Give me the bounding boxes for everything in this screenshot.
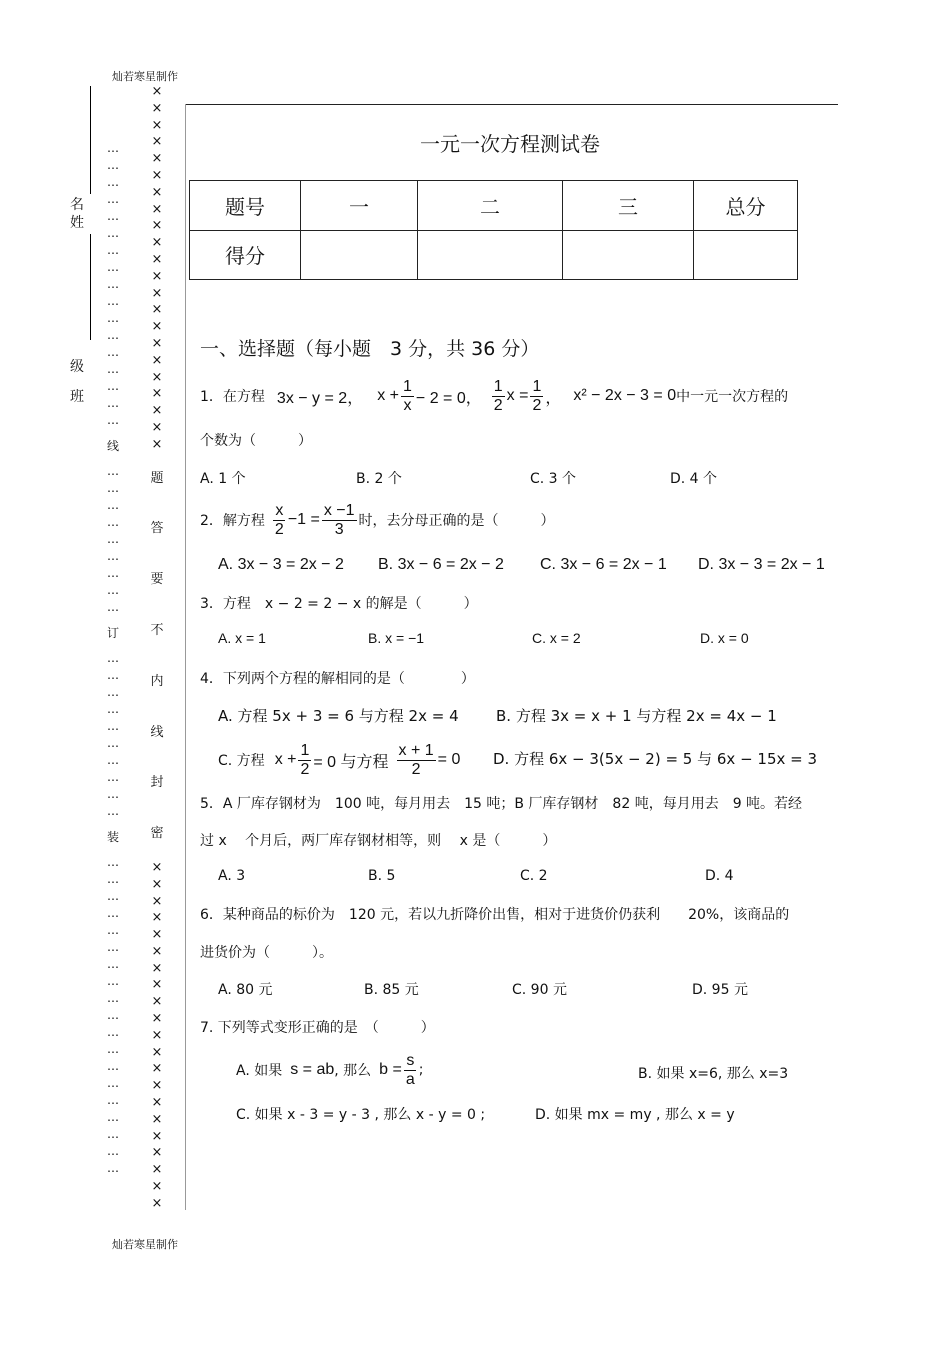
cross-mark: × — [151, 268, 163, 284]
q6-option-d[interactable]: D. 95 元 — [692, 982, 748, 998]
dot-mark: … — [107, 1042, 119, 1056]
cross-mark: × — [151, 235, 163, 251]
seal-char: 订 — [106, 626, 119, 640]
dot-mark: … — [107, 362, 119, 376]
dot-mark: … — [107, 464, 119, 478]
score-table-score-row — [190, 230, 798, 280]
dot-mark: … — [107, 294, 119, 308]
dot-mark: … — [107, 1025, 119, 1039]
dot-mark: … — [107, 1059, 119, 1073]
cross-mark: × — [151, 386, 163, 402]
score-table-header-row — [190, 181, 798, 231]
dot-mark: … — [107, 804, 119, 818]
cross-mark: × — [151, 893, 163, 909]
q1-fraction: $\frac{1}{x}$ — [403, 377, 412, 414]
q1-fraction: $\frac{1}{2}$ — [532, 377, 542, 414]
dot-mark: … — [107, 787, 119, 801]
notice-char: 封 — [150, 775, 164, 791]
section-heading: 一、选择题（每小题 3 分，共 36 分） — [200, 338, 540, 360]
notice-char: 要 — [150, 572, 164, 588]
dot-mark: … — [107, 532, 119, 546]
dot-mark: … — [107, 413, 119, 427]
question-6-line1: 6．某种商品的标价为 120 元，若以九折降价出售，相对于进货价仍获利 20%，该商品的 — [200, 907, 790, 923]
dot-mark: … — [107, 1110, 119, 1124]
score-header-cell: 二 — [418, 181, 563, 231]
dot-mark: … — [107, 906, 119, 920]
q1-option-b[interactable]: B. 2 个 — [356, 471, 402, 487]
q2-option-b[interactable]: B. 3x − 6 = 2x − 2 — [378, 556, 504, 573]
q3-option-b[interactable]: B. x = −1 — [368, 630, 425, 646]
dot-mark: … — [107, 685, 119, 699]
dot-mark: … — [107, 1161, 119, 1175]
cross-mark: × — [151, 1162, 163, 1178]
cross-mark: × — [151, 285, 163, 301]
q1-fraction: $\frac{1}{2}$ — [493, 377, 503, 414]
dot-mark: … — [107, 311, 119, 325]
q4-option-b[interactable]: B. 方程 3x = x + 1 与方程 2x = 4x − 1 — [496, 707, 777, 725]
dot-mark: … — [107, 702, 119, 716]
dot-mark: … — [107, 668, 119, 682]
class-label: 级 班 — [70, 359, 84, 405]
cross-mark: × — [151, 1095, 163, 1111]
dot-mark: … — [107, 549, 119, 563]
score-cell[interactable] — [694, 230, 798, 280]
q1-eq3b: ， — [545, 389, 562, 407]
dot-mark: … — [107, 396, 119, 410]
question-2 — [200, 500, 555, 540]
question-5-line2: 过 x 个月后，两厂库存钢材相等，则 x 是（ ） — [200, 833, 557, 849]
cross-mark: × — [151, 927, 163, 943]
dot-mark: … — [107, 175, 119, 189]
header-rule — [186, 104, 838, 105]
dot-mark: … — [107, 923, 119, 937]
q7-option-d[interactable]: D. 如果 mx = my , 那么 x = y — [535, 1107, 735, 1123]
q3-option-a[interactable]: A. x = 1 — [218, 630, 266, 646]
dot-mark: … — [107, 1093, 119, 1107]
cross-mark: × — [151, 403, 163, 419]
cross-mark: × — [151, 1027, 163, 1043]
notice-char: 内 — [150, 673, 164, 689]
cross-mark: × — [151, 201, 163, 217]
dot-mark: … — [107, 379, 119, 393]
q3-option-d[interactable]: D. x = 0 — [700, 630, 749, 646]
score-header-cell: 题号 — [190, 181, 301, 231]
q2-suffix: 时，去分母正确的是（ ） — [358, 513, 555, 529]
question-1 — [200, 376, 788, 416]
dot-mark: … — [107, 209, 119, 223]
cross-mark: × — [151, 302, 163, 318]
dot-mark: … — [107, 1008, 119, 1022]
q4-fraction: $\frac{x + 1}{2}$ — [398, 741, 434, 778]
dot-mark: … — [107, 872, 119, 886]
dot-mark: … — [107, 1076, 119, 1090]
q1-eq3a: x = — [506, 387, 529, 404]
name-label: 名 姓 — [70, 197, 84, 231]
cross-mark: × — [151, 943, 163, 959]
q7-option-c[interactable]: C. 如果 x - 3 = y - 3 , 那么 x - y = 0 ; — [236, 1107, 486, 1123]
dot-mark: … — [107, 566, 119, 580]
dot-mark: … — [107, 192, 119, 206]
dot-mark: … — [107, 855, 119, 869]
cross-mark: × — [151, 369, 163, 385]
dot-mark: … — [107, 260, 119, 274]
cross-mark: × — [151, 1145, 163, 1161]
dot-mark: … — [107, 583, 119, 597]
question-7: 7. 下列等式变形正确的是 （ ） — [200, 1020, 435, 1036]
page-title: 一元一次方程测试卷 — [420, 132, 600, 156]
q4-option-d[interactable]: D. 方程 6x − 3(5x − 2) = 5 与 6x − 15x = 3 — [493, 750, 818, 768]
q1-eq2a: x + — [377, 387, 399, 404]
dot-mark: … — [107, 515, 119, 529]
cross-mark: × — [151, 100, 163, 116]
dot-mark: … — [107, 736, 119, 750]
notice-char: 题 — [150, 470, 164, 486]
q1-eq2b: − 2 = 0， — [415, 389, 482, 407]
watermark-bottom: 灿若寒星制作 — [112, 1238, 178, 1251]
dot-mark: … — [107, 277, 119, 291]
cross-mark: × — [151, 167, 163, 183]
q6-option-b[interactable]: B. 85 元 — [364, 982, 419, 998]
q1-option-d[interactable]: D. 4 个 — [670, 471, 718, 487]
q7-option-b[interactable]: B. 如果 x=6, 那么 x=3 — [638, 1066, 789, 1082]
cross-mark: × — [151, 1078, 163, 1094]
q2-option-a[interactable]: A. 3x − 3 = 2x − 2 — [218, 556, 344, 573]
q5-option-b[interactable]: B. 5 — [368, 868, 396, 884]
q2-mid: −1 = — [287, 511, 320, 528]
cross-mark: × — [151, 859, 163, 875]
dot-mark: … — [107, 158, 119, 172]
q1-eq1: 3x − y = 2， — [276, 389, 364, 407]
q2-option-c[interactable]: C. 3x − 6 = 2x − 1 — [540, 556, 667, 573]
cross-mark: × — [151, 84, 163, 99]
question-6-line2: 进货价为（ ）。 — [200, 945, 333, 961]
cross-mark: × — [151, 960, 163, 976]
cross-mark: × — [151, 1128, 163, 1144]
cross-mark: × — [151, 1179, 163, 1195]
q1-option-c[interactable]: C. 3 个 — [530, 471, 577, 487]
cross-mark: × — [151, 910, 163, 926]
cross-mark: × — [151, 134, 163, 150]
q1-option-a[interactable]: A. 1 个 — [200, 471, 246, 487]
cross-mark: × — [151, 117, 163, 133]
q2-fraction: $\frac{x -1}{3}$ — [323, 501, 355, 538]
dot-mark: … — [107, 328, 119, 342]
cross-mark: × — [151, 1111, 163, 1127]
dot-mark: … — [107, 889, 119, 903]
q7-option-a[interactable]: A. 如果 s = ab , 那么 b = $\frac{s}{a}$ ; — [236, 1051, 424, 1088]
dot-mark: … — [107, 600, 119, 614]
cross-mark: × — [151, 218, 163, 234]
cross-mark: × — [151, 436, 163, 452]
q1-eq4: x² − 2x − 3 = 0 — [573, 387, 677, 404]
score-row-label: 得分 — [190, 230, 301, 280]
q3-option-c[interactable]: C. x = 2 — [532, 630, 581, 646]
q2-option-d[interactable]: D. 3x − 3 = 2x − 1 — [698, 556, 825, 573]
cross-mark: × — [151, 994, 163, 1010]
q4-fraction: $\frac{1}{2}$ — [300, 741, 310, 778]
cross-mark: × — [151, 876, 163, 892]
score-table — [189, 180, 798, 280]
cross-mark: × — [151, 1011, 163, 1027]
cross-mark: × — [151, 151, 163, 167]
dot-mark: … — [107, 651, 119, 665]
cross-mark: × — [151, 1195, 163, 1211]
cross-seal-line — [149, 84, 165, 1213]
dot-mark: … — [107, 345, 119, 359]
q4-option-c[interactable]: C. 方程 x + $\frac{1}{2}$ = 0 与方程 $\frac{x + 1}{2}$ = 0 — [218, 741, 461, 778]
score-cell[interactable] — [563, 230, 694, 280]
q2-fraction: $\frac{x}{2}$ — [274, 501, 284, 538]
dot-mark: … — [107, 991, 119, 1005]
q6-option-a[interactable]: A. 80 元 — [218, 982, 273, 998]
question-4: 4．下列两个方程的解相同的是（ ） — [200, 671, 475, 687]
cross-mark: × — [151, 1044, 163, 1060]
q1-suffix: 中一元一次方程的 — [676, 389, 789, 405]
dot-mark: … — [107, 141, 119, 155]
margin-divider — [185, 104, 186, 1210]
dot-mark: … — [107, 957, 119, 971]
dot-mark: … — [107, 974, 119, 988]
score-cell[interactable] — [418, 230, 563, 280]
q1-line2: 个数为（ ） — [200, 433, 312, 449]
q2-prefix: 2．解方程 — [200, 513, 265, 529]
dot-mark: … — [107, 719, 119, 733]
dotted-seal-line — [105, 140, 121, 1177]
cross-mark: × — [151, 977, 163, 993]
seal-char: 线 — [106, 439, 119, 453]
notice-char: 答 — [150, 521, 164, 537]
cross-mark: × — [151, 251, 163, 267]
cross-mark: × — [151, 319, 163, 335]
dot-mark: … — [107, 1144, 119, 1158]
cross-mark: × — [151, 419, 163, 435]
notice-char: 线 — [150, 724, 164, 740]
cross-mark: × — [151, 335, 163, 351]
score-header-cell: 总分 — [694, 181, 798, 231]
notice-char: 不 — [150, 622, 164, 638]
dot-mark: … — [107, 498, 119, 512]
question-5-line1: 5．A 厂库存钢材为 100 吨，每月用去 15 吨；B 厂库存钢材 82 吨，每月用去 9 吨。若经 — [200, 796, 803, 812]
dot-mark: … — [107, 753, 119, 767]
cross-mark: × — [151, 184, 163, 200]
dot-mark: … — [107, 770, 119, 784]
dot-mark: … — [107, 243, 119, 257]
dot-mark: … — [107, 940, 119, 954]
score-cell[interactable] — [301, 230, 418, 280]
dot-mark: … — [107, 481, 119, 495]
q5-option-d[interactable]: D. 4 — [705, 868, 734, 884]
notice-char: 密 — [150, 826, 164, 842]
score-header-cell: 一 — [301, 181, 418, 231]
seal-char: 装 — [106, 830, 119, 844]
q4-option-a[interactable]: A. 方程 5x + 3 = 6 与方程 2x = 4 — [218, 707, 459, 725]
q5-option-a[interactable]: A. 3 — [218, 868, 246, 884]
q5-option-c[interactable]: C. 2 — [520, 868, 548, 884]
watermark-top: 灿若寒星制作 — [112, 70, 178, 83]
question-3: 3．方程 x − 2 = 2 − x 的解是（ ） — [200, 596, 478, 612]
score-header-cell: 三 — [563, 181, 694, 231]
cross-mark: × — [151, 1061, 163, 1077]
q6-option-c[interactable]: C. 90 元 — [512, 982, 567, 998]
dot-mark: … — [107, 1127, 119, 1141]
cross-mark: × — [151, 352, 163, 368]
q7-fraction: $\frac{s}{a}$ — [405, 1051, 415, 1088]
margin-line-lower — [90, 234, 91, 340]
dot-mark: … — [107, 226, 119, 240]
q1-prefix: 1．在方程 — [200, 389, 265, 405]
